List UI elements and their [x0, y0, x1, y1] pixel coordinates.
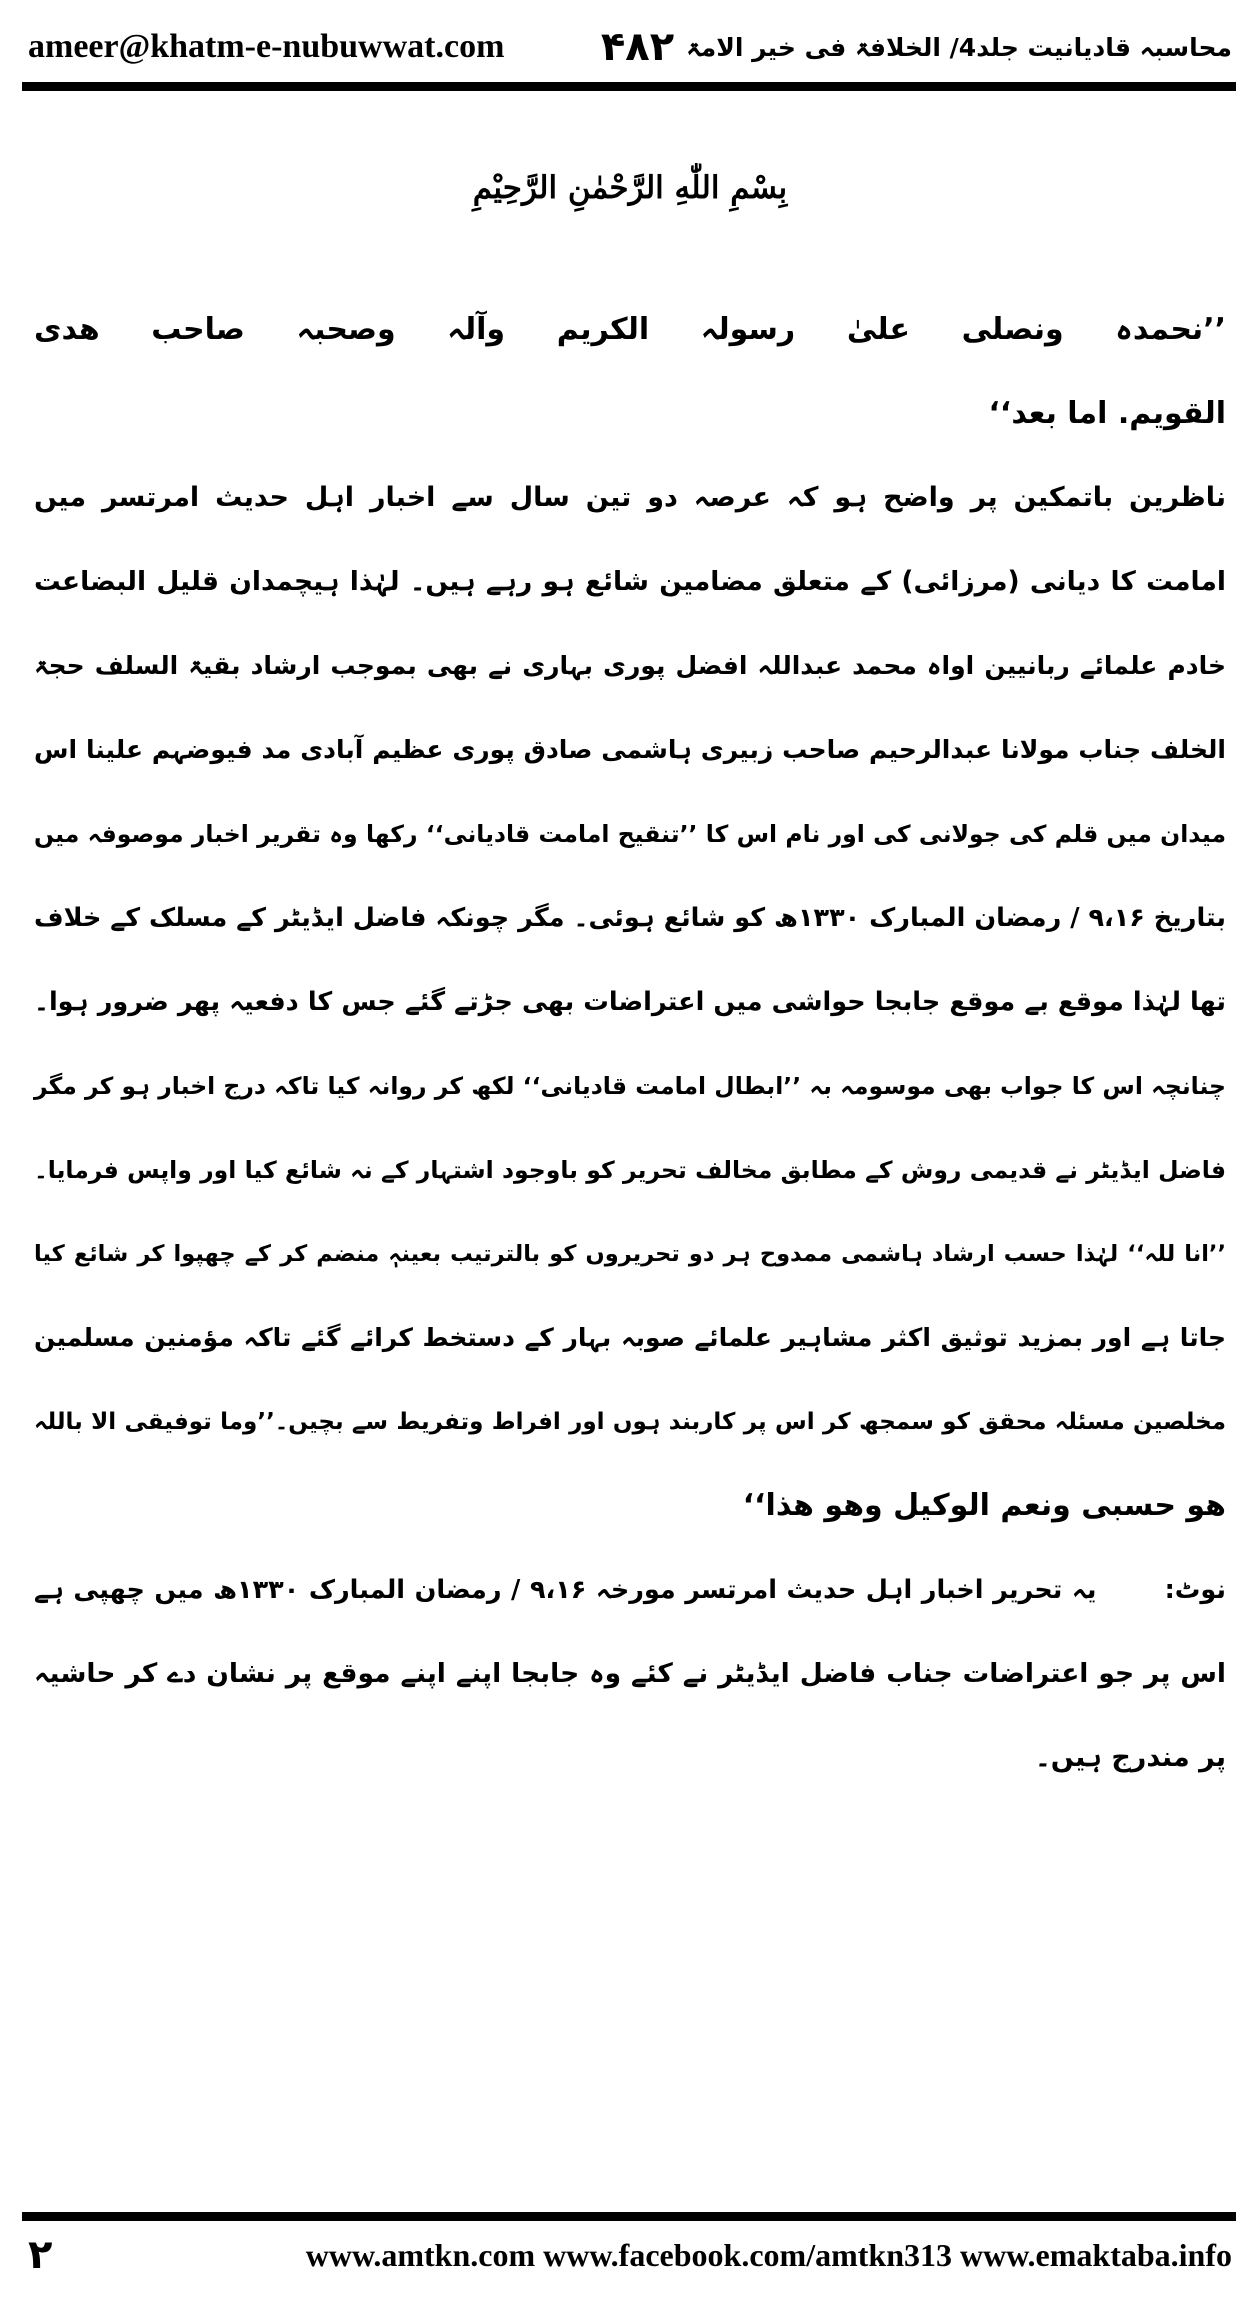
- bismillah-heading: بِسْمِ اللّٰهِ الرَّحْمٰنِ الرَّحِيْمِ: [472, 170, 788, 206]
- body-line: ’’نحمدہ ونصلی علیٰ رسولہ الکریم وآلہ وصحبہ صاحب ھدی: [34, 312, 1226, 347]
- page-header: [28, 22, 1232, 72]
- note-first-line: [34, 1548, 1226, 1632]
- body-text: [34, 288, 1226, 1800]
- body-line: خادم علمائے ربانیین اواہ محمد عبداللہ افضل پوری بہاری نے بھی بموجب ارشاد بقیۃ السلف حجۃ: [34, 651, 1226, 680]
- body-line: فاضل ایڈیٹر نے قدیمی روش کے مطابق مخالف تحریر کو باوجود اشتہار کے نہ شائع کیا اور واپس فرمایا۔: [34, 1156, 1226, 1184]
- running-title: محاسبہ قادیانیت جلد4/ الخلافۃ فی خیر الامۃ: [686, 32, 1232, 62]
- header-title-group: [601, 24, 1232, 70]
- page-footer: [28, 2225, 1232, 2285]
- body-line: میدان میں قلم کی جولانی کی اور نام اس کا ’’تنقیح امامت قادیانی‘‘ رکھا وہ تقریر اخبار موصوفہ میں: [34, 820, 1226, 848]
- footer-page-number: ۲: [28, 2232, 53, 2278]
- note-line: اس پر جو اعتراضات جناب فاضل ایڈیٹر نے کئے وہ جابجا اپنے اپنے موقع پر نشان دے کر حاشیہ: [34, 1658, 1226, 1689]
- header-page-number: ۴۸۲: [600, 24, 675, 70]
- body-line: بتاریخ ۹،۱۶ / رمضان المبارک ۱۳۳۰ھ کو شائع ہوئی۔ مگر چونکہ فاضل ایڈیٹر کے مسلک کے خلاف: [34, 903, 1226, 933]
- body-line: الخلف جناب مولانا عبدالرحیم صاحب زبیری ہاشمی صادق پوری عظیم آبادی مد فیوضہم علینا اس: [34, 735, 1226, 764]
- body-line: ’’انا للہ‘‘ لہٰذا حسب ارشاد ہاشمی ممدوح ہر دو تحریروں کو بالترتیب بعینہٖ منضم کر کے چھپوا کر شائع کیا: [34, 1241, 1226, 1267]
- body-line: چنانچہ اس کا جواب بھی موسومہ بہ ’’ابطال امامت قادیانی‘‘ لکھ کر روانہ کیا تاکہ درج اخبار ہو کر مگر: [34, 1072, 1226, 1100]
- header-email: ameer@khatm-e-nubuwwat.com: [28, 28, 505, 65]
- body-line: ھو حسبی ونعم الوکیل وھو ھذا‘‘: [742, 1488, 1226, 1523]
- body-line: ناظرین باتمکین پر واضح ہو کہ عرصہ دو تین سال سے اخبار اہل حدیث امرتسر میں: [34, 482, 1226, 513]
- footer-links: www.amtkn.com www.facebook.com/amtkn313 www.emaktaba.info: [305, 2236, 1232, 2273]
- header-rule: [22, 82, 1236, 91]
- body-line: جاتا ہے اور بمزید توثیق اکثر مشاہیر علمائے صوبہ بہار کے دستخط کرائے گئے تاکہ مؤمنین مسلمین: [34, 1323, 1226, 1352]
- note-text: یہ تحریر اخبار اہل حدیث امرتسر مورخہ ۹،۱۶ / رمضان المبارک ۱۳۳۰ھ میں چھپی ہے: [34, 1575, 1097, 1605]
- body-line: تھا لہٰذا موقع بے موقع جابجا حواشی میں اعتراضات بھی جڑتے گئے جس کا دفعیہ پھر ضرور ہوا۔: [34, 987, 1226, 1017]
- footer-rule: [22, 2212, 1236, 2221]
- note-label: نوٹ:: [1164, 1575, 1226, 1605]
- note-line: پر مندرج ہیں۔: [1034, 1742, 1226, 1773]
- body-line: القویم. اما بعد‘‘: [988, 396, 1226, 431]
- body-line: مخلصین مسئلہ محقق کو سمجھ کر اس پر کاربند ہوں اور افراط وتفریط سے بچیں۔’’وما توفیقی الا باللہ: [34, 1409, 1226, 1435]
- body-line: امامت کا دیانی (مرزائی) کے متعلق مضامین شائع ہو رہے ہیں۔ لہٰذا ہیچمدان قلیل البضاعت: [34, 566, 1226, 597]
